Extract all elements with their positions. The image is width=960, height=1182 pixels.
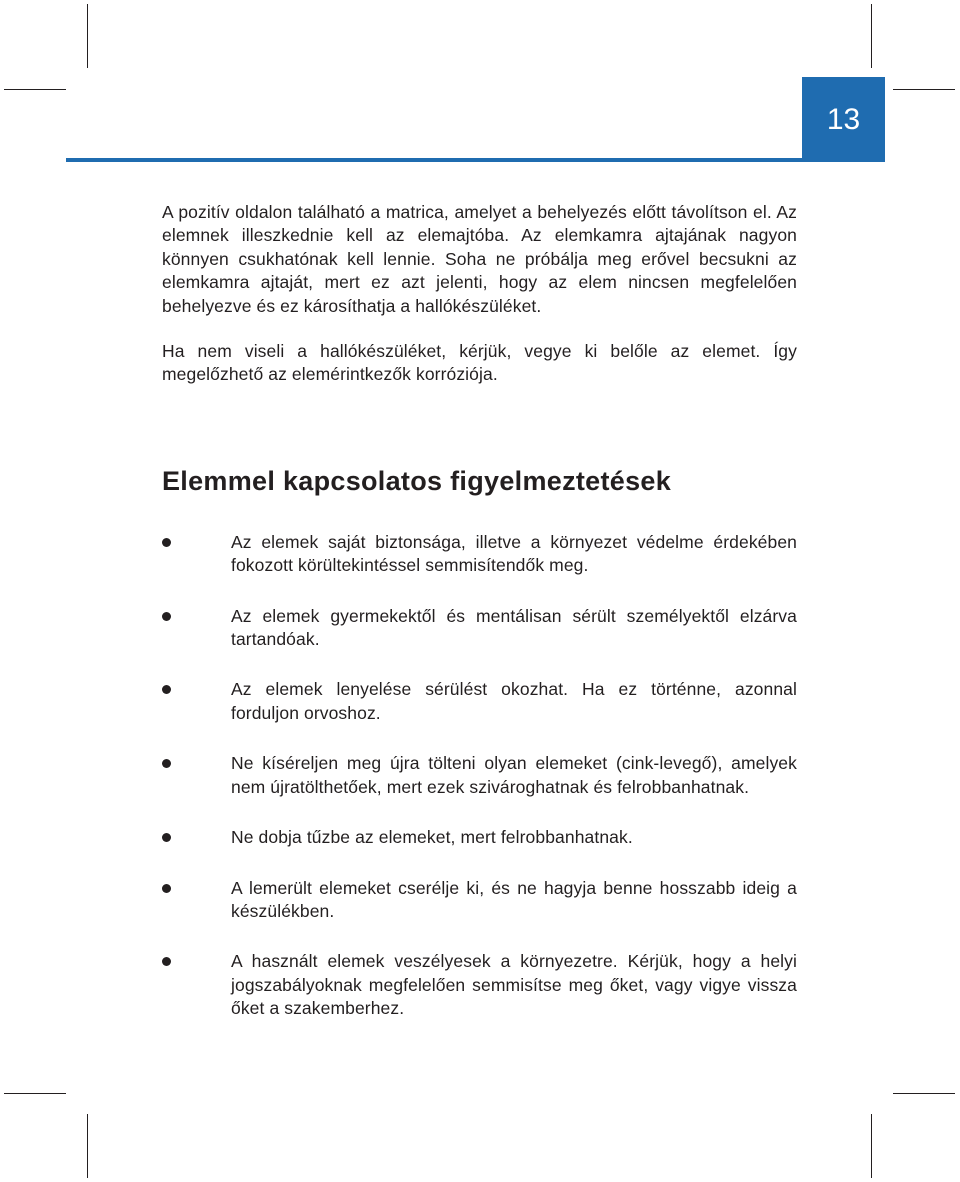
intro-paragraph: Ha nem viseli a hallókészüléket, kérjük, vegye ki belőle az elemet. Így megelőzhető az elemérintkezők korróziója.: [162, 341, 797, 385]
section-title: Elemmel kapcsolatos figyelmeztetések: [162, 465, 672, 496]
warning-text: Az elemek gyermekektől és mentálisan sérült személyektől elzárva tartandóak.: [231, 605, 797, 650]
header-rule: [66, 158, 804, 162]
warning-text: Az elemek saját biztonsága, illetve a környezet védelme érdekében fokozott körültekintéssel semmisítendők meg.: [231, 531, 797, 576]
warning-item: [162, 752, 797, 799]
bullet-icon: [162, 759, 171, 768]
intro-paragraph: A pozitív oldalon található a matrica, amelyet a behelyezés előtt távolítson el. Az elemnek illeszkednie kell az elemajtóba. Az elemkamra ajtajának nagyon könnyen csukhatónak kell lennie. Soha ne próbálja meg erővel becsukni az elemkamra ajtaját, mert ez azt jelenti, hogy az elem nincsen megfelelően behelyezve és ez károsíthatja a hallókészüléket.: [162, 202, 797, 316]
warning-item: [162, 950, 797, 1020]
warning-item: [162, 678, 797, 725]
crop-mark-bottom-right-vertical: [871, 1114, 872, 1178]
warning-text: Az elemek lenyelése sérülést okozhat. Ha ez történne, azonnal forduljon orvoshoz.: [231, 679, 797, 723]
crop-mark-top-right-vertical: [871, 4, 872, 68]
warning-item: [162, 877, 797, 924]
warning-text: Ne kíséreljen meg újra tölteni olyan elemeket (cink-levegő), amelyek nem újratölthetőek, mert ezek szivároghatnak és felrobbanhatnak.: [231, 753, 797, 797]
crop-mark-bottom-left-vertical: [87, 1114, 88, 1178]
bullet-icon: [162, 884, 171, 893]
bullet-icon: [162, 685, 171, 694]
bullet-icon: [162, 612, 171, 621]
warning-list: [162, 531, 797, 1021]
bullet-icon: [162, 538, 171, 547]
crop-mark-bottom-right-horizontal: [893, 1093, 955, 1094]
warning-text: Ne dobja tűzbe az elemeket, mert felrobbanhatnak.: [231, 827, 633, 848]
bullet-icon: [162, 957, 171, 966]
crop-mark-top-left-horizontal: [4, 89, 66, 90]
bullet-icon: [162, 833, 171, 842]
warning-text: A használt elemek veszélyesek a környezetre. Kérjük, hogy a helyi jogszabályoknak megfelelően semmisítse meg őket, vagy vigye vissza őket a szakemberhez.: [231, 951, 797, 1019]
crop-mark-top-left-vertical: [87, 4, 88, 68]
page-number-tab: [802, 77, 885, 162]
crop-mark-bottom-left-horizontal: [4, 1093, 66, 1094]
page-number: 13: [826, 102, 861, 136]
page-content: [162, 201, 797, 1021]
warning-text: A lemerült elemeket cserélje ki, és ne hagyja benne hosszabb ideig a készülékben.: [231, 877, 797, 921]
warning-item: [162, 826, 797, 849]
crop-mark-top-right-horizontal: [893, 89, 955, 90]
warning-item: [162, 531, 797, 578]
warning-item: [162, 605, 797, 652]
